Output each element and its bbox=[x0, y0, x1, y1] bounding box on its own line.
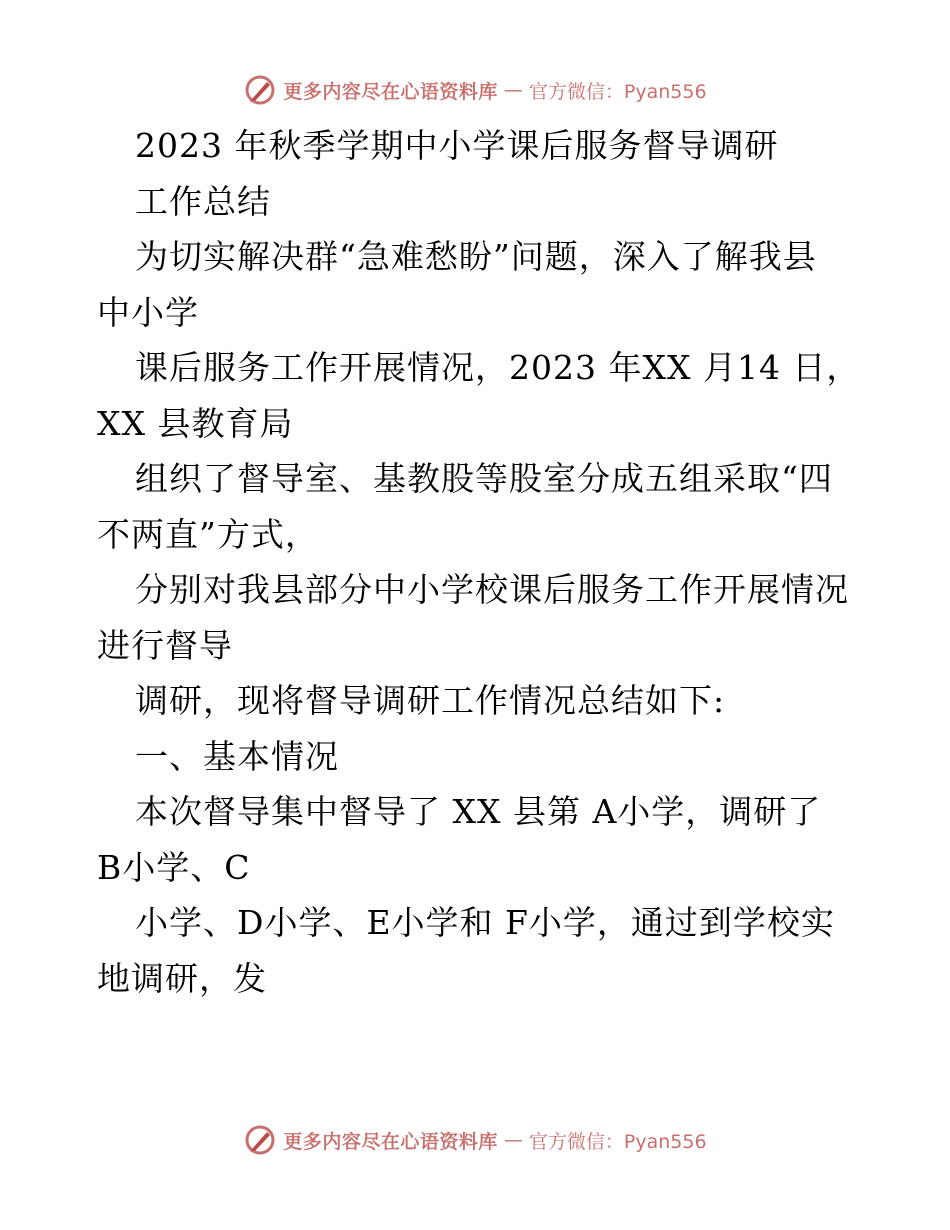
doc-line: 工作总结 bbox=[135, 181, 271, 221]
watermark-separator: — bbox=[503, 79, 523, 101]
doc-line: 分别对我县部分中小学校课后服务工作开展情况 bbox=[135, 570, 849, 609]
doc-line: 进行督导 bbox=[97, 625, 233, 665]
doc-line: 地调研，发 bbox=[97, 958, 267, 998]
watermark-separator: — bbox=[503, 1129, 523, 1151]
doc-line: 组织了督导室、基教股等股室分成五组采取“四 bbox=[135, 459, 833, 498]
watermark-wechat: 官方微信：Pyan556 bbox=[528, 1130, 707, 1153]
watermark-brand: 更多内容尽在心语资料库 bbox=[283, 1130, 498, 1153]
doc-line: 本次督导集中督导了 XX 县第 A小学，调研了 bbox=[135, 792, 822, 831]
document-body bbox=[97, 118, 861, 1006]
quill-logo-icon bbox=[243, 73, 277, 107]
watermark-brand: 更多内容尽在心语资料库 bbox=[283, 80, 498, 103]
doc-line: 不两直”方式， bbox=[97, 514, 319, 554]
doc-line: XX 县教育局 bbox=[97, 403, 294, 443]
doc-line: 2023 年秋季学期中小学课后服务督导调研 bbox=[135, 126, 779, 165]
doc-line: 中小学 bbox=[97, 292, 199, 332]
footer-watermark bbox=[0, 1120, 950, 1160]
doc-line: 小学、D小学、E小学和 F小学，通过到学校实 bbox=[135, 903, 835, 942]
doc-line: B小学、C bbox=[97, 847, 251, 887]
watermark-wechat: 官方微信：Pyan556 bbox=[528, 80, 707, 103]
doc-line: 为切实解决群“急难愁盼”问题，深入了解我县 bbox=[135, 237, 817, 276]
doc-line: 一、基本情况 bbox=[135, 736, 339, 776]
header-watermark bbox=[0, 70, 950, 110]
doc-line: 调研，现将督导调研工作情况总结如下: bbox=[135, 681, 726, 720]
quill-logo-icon bbox=[243, 1123, 277, 1157]
doc-line: 课后服务工作开展情况，2023 年XX 月14 日， bbox=[135, 348, 861, 387]
